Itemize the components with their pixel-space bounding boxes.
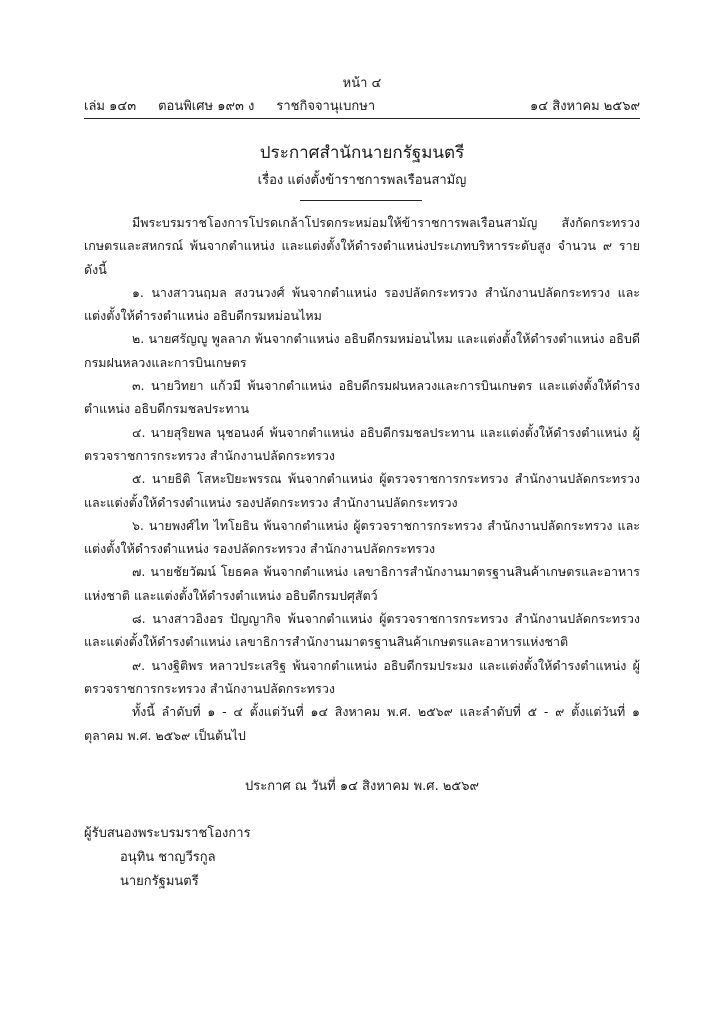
gazette-meta-row xyxy=(84,95,640,116)
gazette-date: ๑๔ สิงหาคม ๒๕๖๙ xyxy=(530,99,640,114)
page-number: หน้า ๔ xyxy=(342,76,382,91)
signatory-name: อนุทิน ชาญวีรกูล xyxy=(120,850,216,865)
document-title: ประกาศสำนักนายกรัฐมนตรี xyxy=(259,143,465,163)
appointment-item-4: ๔. นายสุริยพล นุชอนงค์ พ้นจากตำแหน่ง อธิบดีกรมชลประทาน และแต่งตั้งให้ดำรงตำแหน่ง ผู้ตรวจราชการกระทรวง สำนักงานปลัดกระทรวง xyxy=(84,424,640,463)
effective-date-paragraph: ทั้งนี้ ลำดับที่ ๑ - ๔ ตั้งแต่วันที่ ๑๔ สิงหาคม พ.ศ. ๒๕๖๙ และลำดับที่ ๕ - ๙ ตั้งแต่วันที่ ๑ ตุลาคม พ.ศ. ๒๕๖๙ เป็นต้นไป xyxy=(84,704,640,743)
document-body xyxy=(84,211,640,747)
signatory-position: นายกรัฐมนตรี xyxy=(120,874,199,889)
appointment-item-7: ๗. นายชัยวัฒน์ โยธคล พ้นจากตำแหน่ง เลขาธิการสำนักงานมาตรฐานสินค้าเกษตรและอาหารแห่งชาติ และแต่งตั้งให้ดำรงตำแหน่ง อธิบดีกรมปศุสัตว์ xyxy=(84,564,640,603)
announcement-date: ประกาศ ณ วันที่ ๑๔ สิงหาคม พ.ศ. ๒๕๖๙ xyxy=(244,779,480,794)
appointment-item-2: ๒. นายศรัญญู พูลลาภ พ้นจากตำแหน่ง อธิบดีกรมหม่อนไหม และแต่งตั้งให้ดำรงตำแหน่ง อธิบดีกรมฝนหลวงและการบินเกษตร xyxy=(84,331,640,370)
appointment-item-3: ๓. นายวิทยา แก้วมี พ้นจากตำแหน่ง อธิบดีกรมฝนหลวงและการบินเกษตร และแต่งตั้งให้ดำรงตำแหน่ง อธิบดีกรมชลประทาน xyxy=(84,378,640,417)
title-divider xyxy=(300,200,422,201)
appointment-item-1: ๑. นางสาวนฤมล สงวนวงศ์ พ้นจากตำแหน่ง รองปลัดกระทรวง สำนักงานปลัดกระทรวง และแต่งตั้งให้ดำรงตำแหน่ง อธิบดีกรมหม่อนไหม xyxy=(84,284,640,324)
appointment-item-8: ๘. นางสาวอิงอร ปัญญากิจ พ้นจากตำแหน่ง ผู้ตรวจราชการกระทรวง สำนักงานปลัดกระทรวง และแต่งตั้งให้ดำรงตำแหน่ง เลขาธิการสำนักงานมาตรฐานสินค้าเกษตรและอาหารแห่งชาติ xyxy=(84,611,640,650)
document-subject: เรื่อง แต่งตั้งข้าราชการพลเรือนสามัญ xyxy=(257,173,467,188)
appointment-item-6: ๖. นายพงศ์ไท ไทโยธิน พ้นจากตำแหน่ง ผู้ตรวจราชการกระทรวง สำนักงานปลัดกระทรวง และแต่งตั้งให้ดำรงตำแหน่ง รองปลัดกระทรวง สำนักงานปลัดกระทรวง xyxy=(84,517,640,557)
appointment-item-9: ๙. นางฐิติพร หลาวประเสริฐ พ้นจากตำแหน่ง อธิบดีกรมประมง และแต่งตั้งให้ดำรงตำแหน่ง ผู้ตรวจราชการกระทรวง สำนักงานปลัดกระทรวง xyxy=(84,657,640,696)
intro-paragraph: มีพระบรมราชโองการโปรดเกล้าโปรดกระหม่อมให้ข้าราชการพลเรือนสามัญ สังกัดกระทรวงเกษตรและสหกรณ์ พ้นจากตำแหน่ง และแต่งตั้งให้ดำรงตำแหน่งประเภทบริหารระดับสูง จำนวน ๙ ราย ดังนี้ xyxy=(84,215,640,277)
countersign-label: ผู้รับสนองพระบรมราชโองการ xyxy=(84,826,251,841)
volume-number: เล่ม ๑๔๓ xyxy=(84,99,137,114)
header-rule xyxy=(84,118,640,119)
gazette-name: ราชกิจจานุเบกษา xyxy=(276,99,376,114)
gazette-meta-left xyxy=(84,95,375,116)
appointment-item-5: ๕. นายธิติ โสหะปิยะพรรณ พ้นจากตำแหน่ง ผู้ตรวจราชการกระทรวง สำนักงานปลัดกระทรวง และแต่งตั้งให้ดำรงตำแหน่ง รองปลัดกระทรวง สำนักงานปลัดกระทรวง xyxy=(84,471,640,510)
issue-number: ตอนพิเศษ ๑๙๓ ง xyxy=(158,99,255,114)
